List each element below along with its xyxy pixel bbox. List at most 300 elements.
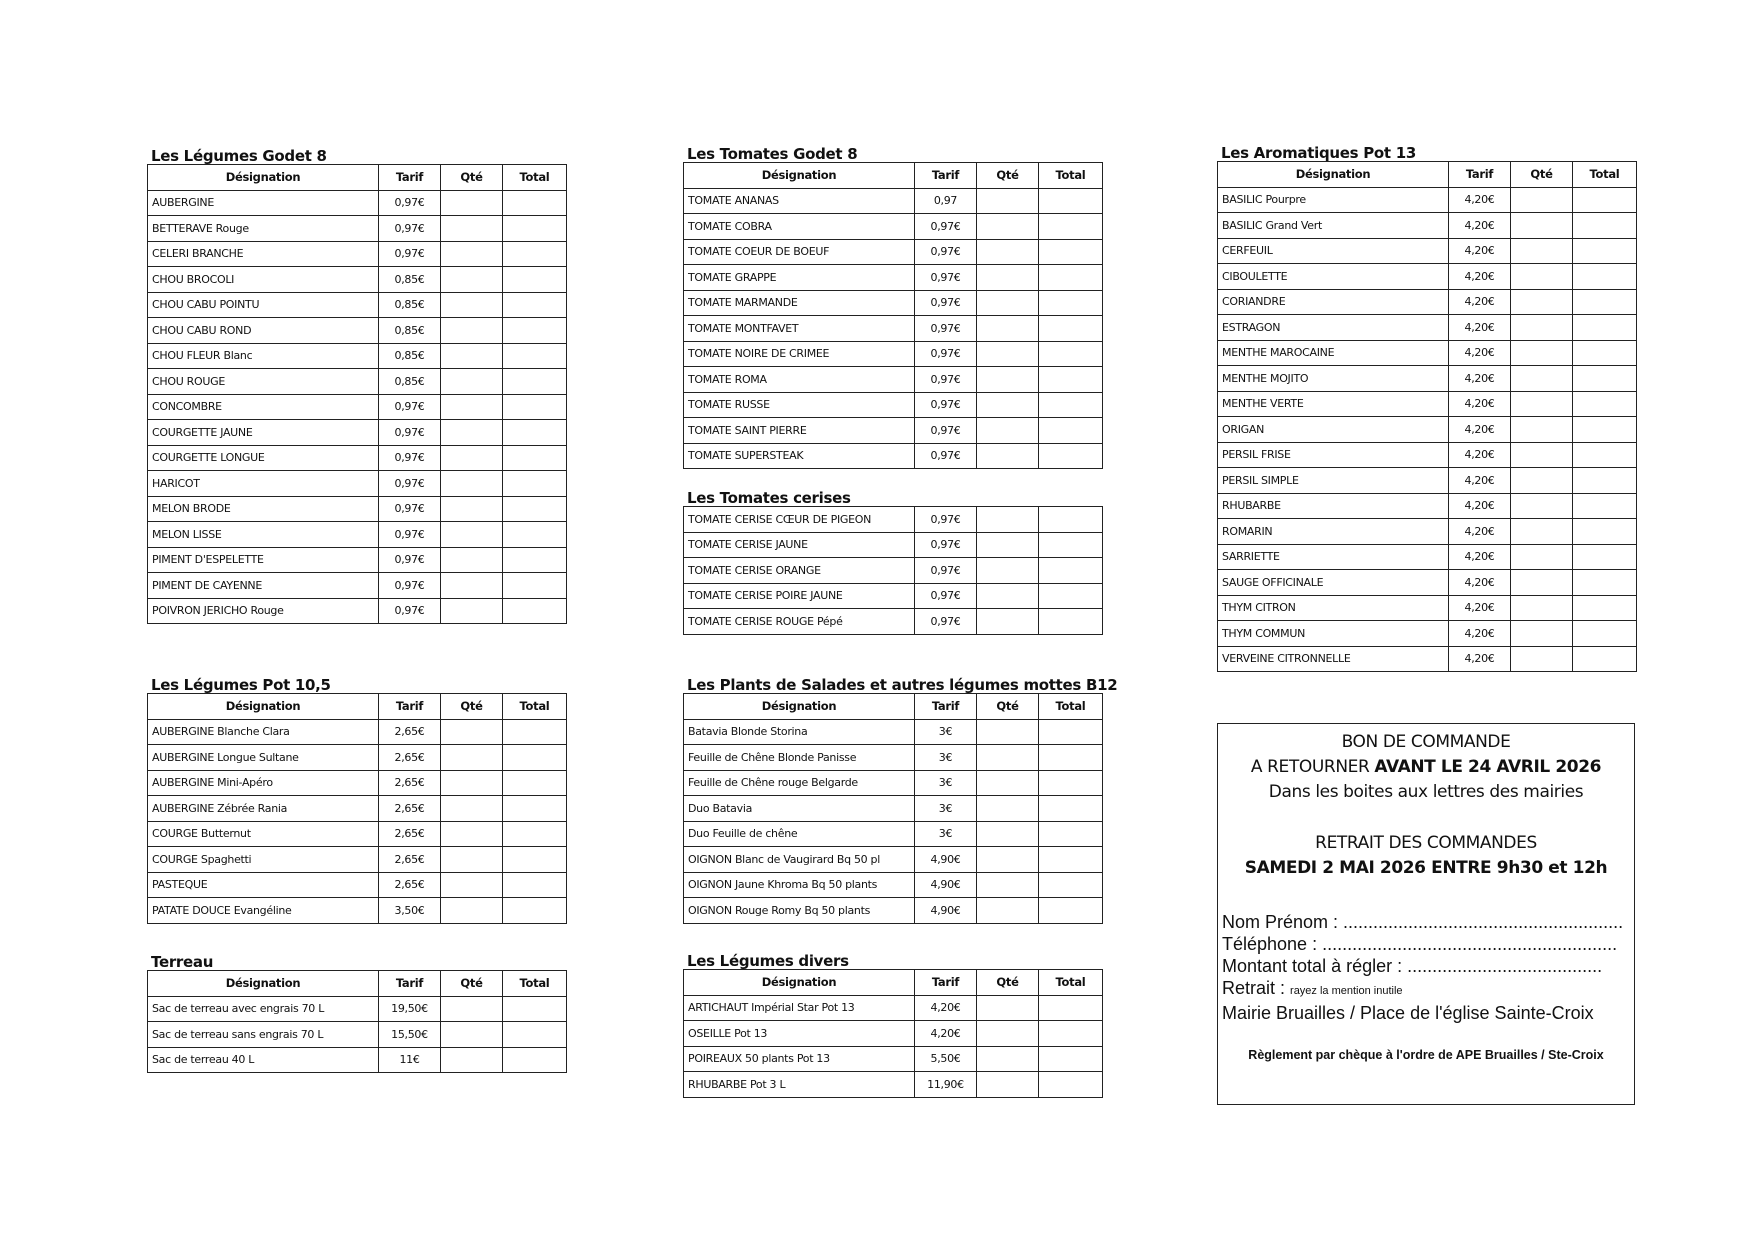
table-row (684, 1072, 1103, 1098)
product-price: 0,97€ (915, 265, 977, 291)
column-header-qte: Qté (977, 694, 1039, 720)
product-name: BASILIC Grand Vert (1218, 213, 1449, 239)
product-price: 0,85€ (379, 343, 441, 369)
table-header-row (684, 970, 1103, 996)
quantity-cell[interactable] (977, 1072, 1039, 1098)
total-cell[interactable] (1573, 315, 1637, 341)
total-cell[interactable] (503, 292, 567, 318)
product-name: TOMATE CERISE ROUGE Pépé (684, 609, 915, 635)
total-cell[interactable] (503, 241, 567, 267)
table-row (148, 318, 567, 344)
product-name: VERVEINE CITRONNELLE (1218, 646, 1449, 672)
price-table (147, 970, 567, 1073)
total-cell[interactable] (1039, 188, 1103, 214)
total-cell[interactable] (1573, 493, 1637, 519)
total-cell[interactable] (1039, 1021, 1103, 1047)
quantity-cell[interactable] (977, 770, 1039, 796)
quantity-cell[interactable] (1511, 621, 1573, 647)
total-cell[interactable] (1039, 265, 1103, 291)
quantity-cell[interactable] (441, 796, 503, 822)
table-row (684, 583, 1103, 609)
quantity-cell[interactable] (441, 847, 503, 873)
table-row (148, 496, 567, 522)
column-header-qte: Qté (441, 165, 503, 191)
table-row (684, 995, 1103, 1021)
total-cell[interactable] (503, 745, 567, 771)
column-header-qte: Qté (977, 970, 1039, 996)
total-cell[interactable] (1039, 507, 1103, 533)
table-row (148, 796, 567, 822)
quantity-cell[interactable] (441, 369, 503, 395)
total-cell[interactable] (1573, 544, 1637, 570)
table-row (148, 445, 567, 471)
product-name: COURGE Spaghetti (148, 847, 379, 873)
quantity-cell[interactable] (441, 547, 503, 573)
product-name: TOMATE MONTFAVET (684, 316, 915, 342)
product-name: CONCOMBRE (148, 394, 379, 420)
quantity-cell[interactable] (1511, 340, 1573, 366)
table-row (148, 420, 567, 446)
product-name: AUBERGINE Longue Sultane (148, 745, 379, 771)
quantity-cell[interactable] (977, 239, 1039, 265)
total-cell[interactable] (1573, 595, 1637, 621)
phone-field[interactable]: Téléphone : ........................................................... (1222, 934, 1618, 954)
product-price: 2,65€ (379, 770, 441, 796)
table-row (684, 265, 1103, 291)
table-row (1218, 264, 1637, 290)
quantity-cell[interactable] (441, 471, 503, 497)
total-cell[interactable] (1039, 796, 1103, 822)
quantity-cell[interactable] (977, 995, 1039, 1021)
total-cell[interactable] (1039, 898, 1103, 924)
total-cell[interactable] (1573, 238, 1637, 264)
total-cell[interactable] (1039, 745, 1103, 771)
quantity-cell[interactable] (1511, 187, 1573, 213)
total-cell[interactable] (503, 770, 567, 796)
total-cell[interactable] (1039, 847, 1103, 873)
total-cell[interactable] (1039, 995, 1103, 1021)
section-title: Les Légumes divers (687, 952, 849, 970)
quantity-cell[interactable] (977, 872, 1039, 898)
total-cell[interactable] (503, 445, 567, 471)
quantity-cell[interactable] (441, 241, 503, 267)
product-price: 0,97€ (379, 190, 441, 216)
product-name: ROMARIN (1218, 519, 1449, 545)
total-cell[interactable] (503, 821, 567, 847)
product-price: 4,90€ (915, 898, 977, 924)
table-row (1218, 340, 1637, 366)
quantity-cell[interactable] (1511, 595, 1573, 621)
product-name: CERFEUIL (1218, 238, 1449, 264)
total-cell[interactable] (1573, 340, 1637, 366)
quantity-cell[interactable] (977, 532, 1039, 558)
product-name: TOMATE ANANAS (684, 188, 915, 214)
column-header-qte: Qté (1511, 162, 1573, 188)
table-row (684, 1046, 1103, 1072)
quantity-cell[interactable] (441, 522, 503, 548)
product-price: 4,20€ (1449, 544, 1511, 570)
total-cell[interactable] (503, 719, 567, 745)
quantity-cell[interactable] (977, 745, 1039, 771)
quantity-cell[interactable] (441, 1022, 503, 1048)
total-cell[interactable] (503, 318, 567, 344)
column-header-designation: Désignation (148, 694, 379, 720)
quantity-cell[interactable] (977, 392, 1039, 418)
total-cell[interactable] (503, 522, 567, 548)
quantity-cell[interactable] (1511, 315, 1573, 341)
total-cell[interactable] (1039, 558, 1103, 584)
product-price: 0,97€ (915, 214, 977, 240)
section-aromatiques (1217, 145, 1636, 672)
quantity-cell[interactable] (441, 343, 503, 369)
table-row (684, 558, 1103, 584)
total-cell[interactable] (1039, 821, 1103, 847)
table-header-row (684, 163, 1103, 189)
name-field[interactable]: Nom Prénom : ........................................................ (1222, 912, 1624, 932)
quantity-cell[interactable] (441, 598, 503, 624)
product-name: CHOU BROCOLI (148, 267, 379, 293)
total-cell[interactable] (503, 420, 567, 446)
total-cell[interactable] (1573, 391, 1637, 417)
product-price: 0,97€ (379, 573, 441, 599)
quantity-cell[interactable] (977, 847, 1039, 873)
product-name: PERSIL FRISE (1218, 442, 1449, 468)
product-name: HARICOT (148, 471, 379, 497)
total-cell[interactable] (503, 898, 567, 924)
section-legumes-divers (683, 953, 1102, 1098)
quantity-cell[interactable] (441, 267, 503, 293)
table-row (148, 745, 567, 771)
total-cell[interactable] (1039, 316, 1103, 342)
quantity-cell[interactable] (977, 316, 1039, 342)
quantity-cell[interactable] (977, 507, 1039, 533)
product-name: MENTHE VERTE (1218, 391, 1449, 417)
quantity-cell[interactable] (441, 1047, 503, 1073)
quantity-cell[interactable] (977, 1046, 1039, 1072)
product-price: 4,20€ (1449, 519, 1511, 545)
quantity-cell[interactable] (977, 290, 1039, 316)
table-row (1218, 544, 1637, 570)
product-name: THYM COMMUN (1218, 621, 1449, 647)
product-price: 4,20€ (1449, 417, 1511, 443)
total-cell[interactable] (1573, 213, 1637, 239)
quantity-cell[interactable] (441, 898, 503, 924)
total-cell[interactable] (503, 369, 567, 395)
product-name: TOMATE RUSSE (684, 392, 915, 418)
product-price: 4,20€ (915, 995, 977, 1021)
total-cell[interactable] (1573, 468, 1637, 494)
product-price: 11€ (379, 1047, 441, 1073)
product-name: MENTHE MAROCAINE (1218, 340, 1449, 366)
product-price: 0,97€ (379, 547, 441, 573)
table-row (148, 898, 567, 924)
product-name: ARTICHAUT Impérial Star Pot 13 (684, 995, 915, 1021)
product-price: 0,85€ (379, 318, 441, 344)
quantity-cell[interactable] (1511, 264, 1573, 290)
quantity-cell[interactable] (977, 583, 1039, 609)
total-cell[interactable] (503, 216, 567, 242)
table-row (148, 821, 567, 847)
quantity-cell[interactable] (441, 770, 503, 796)
product-name: TOMATE ROMA (684, 367, 915, 393)
table-row (148, 292, 567, 318)
product-price: 0,97€ (915, 316, 977, 342)
table-row (148, 547, 567, 573)
product-name: Duo Batavia (684, 796, 915, 822)
quantity-cell[interactable] (441, 745, 503, 771)
quantity-cell[interactable] (1511, 468, 1573, 494)
quantity-cell[interactable] (1511, 289, 1573, 315)
total-cell[interactable] (1573, 519, 1637, 545)
table-row (148, 598, 567, 624)
total-cell[interactable] (1039, 532, 1103, 558)
total-cell[interactable] (1573, 442, 1637, 468)
column-header-tarif: Tarif (915, 694, 977, 720)
quantity-cell[interactable] (977, 265, 1039, 291)
quantity-cell[interactable] (441, 445, 503, 471)
total-cell[interactable] (1039, 367, 1103, 393)
total-cell[interactable] (1039, 719, 1103, 745)
total-cell[interactable] (503, 496, 567, 522)
product-name: CHOU FLEUR Blanc (148, 343, 379, 369)
table-row (684, 1021, 1103, 1047)
product-name: CORIANDRE (1218, 289, 1449, 315)
quantity-cell[interactable] (1511, 493, 1573, 519)
total-cell[interactable] (1573, 366, 1637, 392)
product-price: 0,97€ (915, 418, 977, 444)
section-tomates-godet8 (683, 146, 1102, 469)
product-price: 0,97€ (379, 471, 441, 497)
total-cell[interactable] (1039, 443, 1103, 469)
quantity-cell[interactable] (977, 418, 1039, 444)
total-cell[interactable] (503, 996, 567, 1022)
total-cell[interactable] (503, 872, 567, 898)
product-name: AUBERGINE Zébrée Rania (148, 796, 379, 822)
section-title: Les Légumes Godet 8 (151, 147, 327, 165)
product-name: Batavia Blonde Storina (684, 719, 915, 745)
product-name: RHUBARBE (1218, 493, 1449, 519)
total-cell[interactable] (1039, 290, 1103, 316)
total-cell[interactable] (503, 598, 567, 624)
total-cell[interactable] (1573, 187, 1637, 213)
total-cell[interactable] (503, 573, 567, 599)
quantity-cell[interactable] (1511, 417, 1573, 443)
product-name: COURGETTE LONGUE (148, 445, 379, 471)
quantity-cell[interactable] (977, 898, 1039, 924)
table-row (148, 996, 567, 1022)
product-price: 4,20€ (1449, 391, 1511, 417)
total-cell[interactable] (1573, 646, 1637, 672)
total-cell[interactable] (503, 796, 567, 822)
total-cell[interactable] (1573, 417, 1637, 443)
total-cell[interactable] (1039, 872, 1103, 898)
total-cell[interactable] (1573, 289, 1637, 315)
quantity-cell[interactable] (977, 341, 1039, 367)
return-place: Dans les boites aux lettres des mairies (1268, 782, 1584, 802)
amount-field[interactable]: Montant total à régler : ....................................... (1222, 956, 1603, 976)
total-cell[interactable] (1039, 1072, 1103, 1098)
total-cell[interactable] (503, 1022, 567, 1048)
quantity-cell[interactable] (441, 719, 503, 745)
product-name: OIGNON Rouge Romy Bq 50 plants (684, 898, 915, 924)
product-name: POIVRON JERICHO Rouge (148, 598, 379, 624)
quantity-cell[interactable] (441, 292, 503, 318)
quantity-cell[interactable] (1511, 366, 1573, 392)
quantity-cell[interactable] (1511, 442, 1573, 468)
product-price: 0,97€ (915, 392, 977, 418)
total-cell[interactable] (503, 267, 567, 293)
table-row (1218, 519, 1637, 545)
product-price: 4,90€ (915, 872, 977, 898)
quantity-cell[interactable] (441, 872, 503, 898)
column-header-designation: Désignation (148, 971, 379, 997)
product-name: PATATE DOUCE Evangéline (148, 898, 379, 924)
total-cell[interactable] (503, 471, 567, 497)
product-price: 4,20€ (1449, 238, 1511, 264)
product-price: 0,97€ (915, 583, 977, 609)
table-row (148, 369, 567, 395)
quantity-cell[interactable] (977, 719, 1039, 745)
quantity-cell[interactable] (977, 1021, 1039, 1047)
table-row (148, 522, 567, 548)
product-price: 2,65€ (379, 745, 441, 771)
table-row (684, 898, 1103, 924)
quantity-cell[interactable] (977, 796, 1039, 822)
total-cell[interactable] (1039, 392, 1103, 418)
total-cell[interactable] (1039, 609, 1103, 635)
quantity-cell[interactable] (441, 318, 503, 344)
total-cell[interactable] (503, 847, 567, 873)
quantity-cell[interactable] (1511, 570, 1573, 596)
product-price: 0,85€ (379, 267, 441, 293)
product-name: MENTHE MOJITO (1218, 366, 1449, 392)
table-header-row (684, 694, 1103, 720)
quantity-cell[interactable] (1511, 544, 1573, 570)
total-cell[interactable] (1039, 214, 1103, 240)
product-name: Feuille de Chêne Blonde Panisse (684, 745, 915, 771)
product-price: 2,65€ (379, 796, 441, 822)
total-cell[interactable] (503, 190, 567, 216)
table-header-row (148, 165, 567, 191)
product-name: ESTRAGON (1218, 315, 1449, 341)
section-terreau (147, 954, 566, 1073)
product-price: 0,97€ (379, 598, 441, 624)
product-name: TOMATE SUPERSTEAK (684, 443, 915, 469)
total-cell[interactable] (503, 547, 567, 573)
product-price: 4,20€ (1449, 493, 1511, 519)
table-row (1218, 442, 1637, 468)
table-header-row (148, 971, 567, 997)
total-cell[interactable] (503, 394, 567, 420)
table-row (684, 770, 1103, 796)
table-row (1218, 595, 1637, 621)
quantity-cell[interactable] (977, 188, 1039, 214)
quantity-cell[interactable] (441, 821, 503, 847)
quantity-cell[interactable] (441, 420, 503, 446)
section-title: Les Légumes Pot 10,5 (151, 676, 331, 694)
quantity-cell[interactable] (1511, 238, 1573, 264)
table-row (684, 214, 1103, 240)
product-price: 4,90€ (915, 847, 977, 873)
column-header-total: Total (1039, 970, 1103, 996)
product-name: Feuille de Chêne rouge Belgarde (684, 770, 915, 796)
quantity-cell[interactable] (1511, 646, 1573, 672)
total-cell[interactable] (1039, 341, 1103, 367)
quantity-cell[interactable] (977, 443, 1039, 469)
column-header-qte: Qté (977, 163, 1039, 189)
price-table (683, 506, 1103, 635)
total-cell[interactable] (503, 343, 567, 369)
table-row (684, 796, 1103, 822)
table-row (684, 847, 1103, 873)
price-table (147, 164, 567, 624)
pickup-field (1218, 977, 1634, 1002)
table-row (148, 1022, 567, 1048)
table-row (148, 190, 567, 216)
quantity-cell[interactable] (977, 821, 1039, 847)
total-cell[interactable] (1039, 770, 1103, 796)
total-cell[interactable] (1039, 239, 1103, 265)
quantity-cell[interactable] (1511, 391, 1573, 417)
total-cell[interactable] (1573, 264, 1637, 290)
quantity-cell[interactable] (977, 609, 1039, 635)
product-price: 0,97€ (915, 239, 977, 265)
quantity-cell[interactable] (1511, 519, 1573, 545)
product-name: Sac de terreau sans engrais 70 L (148, 1022, 379, 1048)
quantity-cell[interactable] (977, 214, 1039, 240)
total-cell[interactable] (1573, 621, 1637, 647)
product-price: 3€ (915, 796, 977, 822)
pickup-places[interactable]: Mairie Bruailles / Place de l'église Sainte-Croix (1222, 1003, 1594, 1023)
product-name: TOMATE GRAPPE (684, 265, 915, 291)
product-price: 0,97 (915, 188, 977, 214)
quantity-cell[interactable] (441, 996, 503, 1022)
product-price: 3€ (915, 745, 977, 771)
product-price: 0,97€ (915, 443, 977, 469)
quantity-cell[interactable] (441, 573, 503, 599)
product-name: CHOU CABU POINTU (148, 292, 379, 318)
table-header-row (148, 694, 567, 720)
product-name: CELERI BRANCHE (148, 241, 379, 267)
quantity-cell[interactable] (441, 216, 503, 242)
quantity-cell[interactable] (1511, 213, 1573, 239)
total-cell[interactable] (1039, 418, 1103, 444)
quantity-cell[interactable] (441, 496, 503, 522)
product-price: 3€ (915, 719, 977, 745)
quantity-cell[interactable] (977, 558, 1039, 584)
total-cell[interactable] (1039, 1046, 1103, 1072)
product-price: 0,97€ (915, 290, 977, 316)
product-name: PERSIL SIMPLE (1218, 468, 1449, 494)
total-cell[interactable] (1573, 570, 1637, 596)
order-title: BON DE COMMANDE (1341, 732, 1511, 752)
table-header-row (1218, 162, 1637, 188)
column-header-tarif: Tarif (379, 165, 441, 191)
table-row (684, 392, 1103, 418)
quantity-cell[interactable] (441, 190, 503, 216)
product-price: 2,65€ (379, 847, 441, 873)
table-row (1218, 621, 1637, 647)
section-legumes-pot105 (147, 677, 566, 924)
total-cell[interactable] (1039, 583, 1103, 609)
quantity-cell[interactable] (977, 367, 1039, 393)
price-table (683, 162, 1103, 469)
product-price: 4,20€ (1449, 366, 1511, 392)
quantity-cell[interactable] (441, 394, 503, 420)
product-price: 0,85€ (379, 292, 441, 318)
total-cell[interactable] (503, 1047, 567, 1073)
product-price: 15,50€ (379, 1022, 441, 1048)
